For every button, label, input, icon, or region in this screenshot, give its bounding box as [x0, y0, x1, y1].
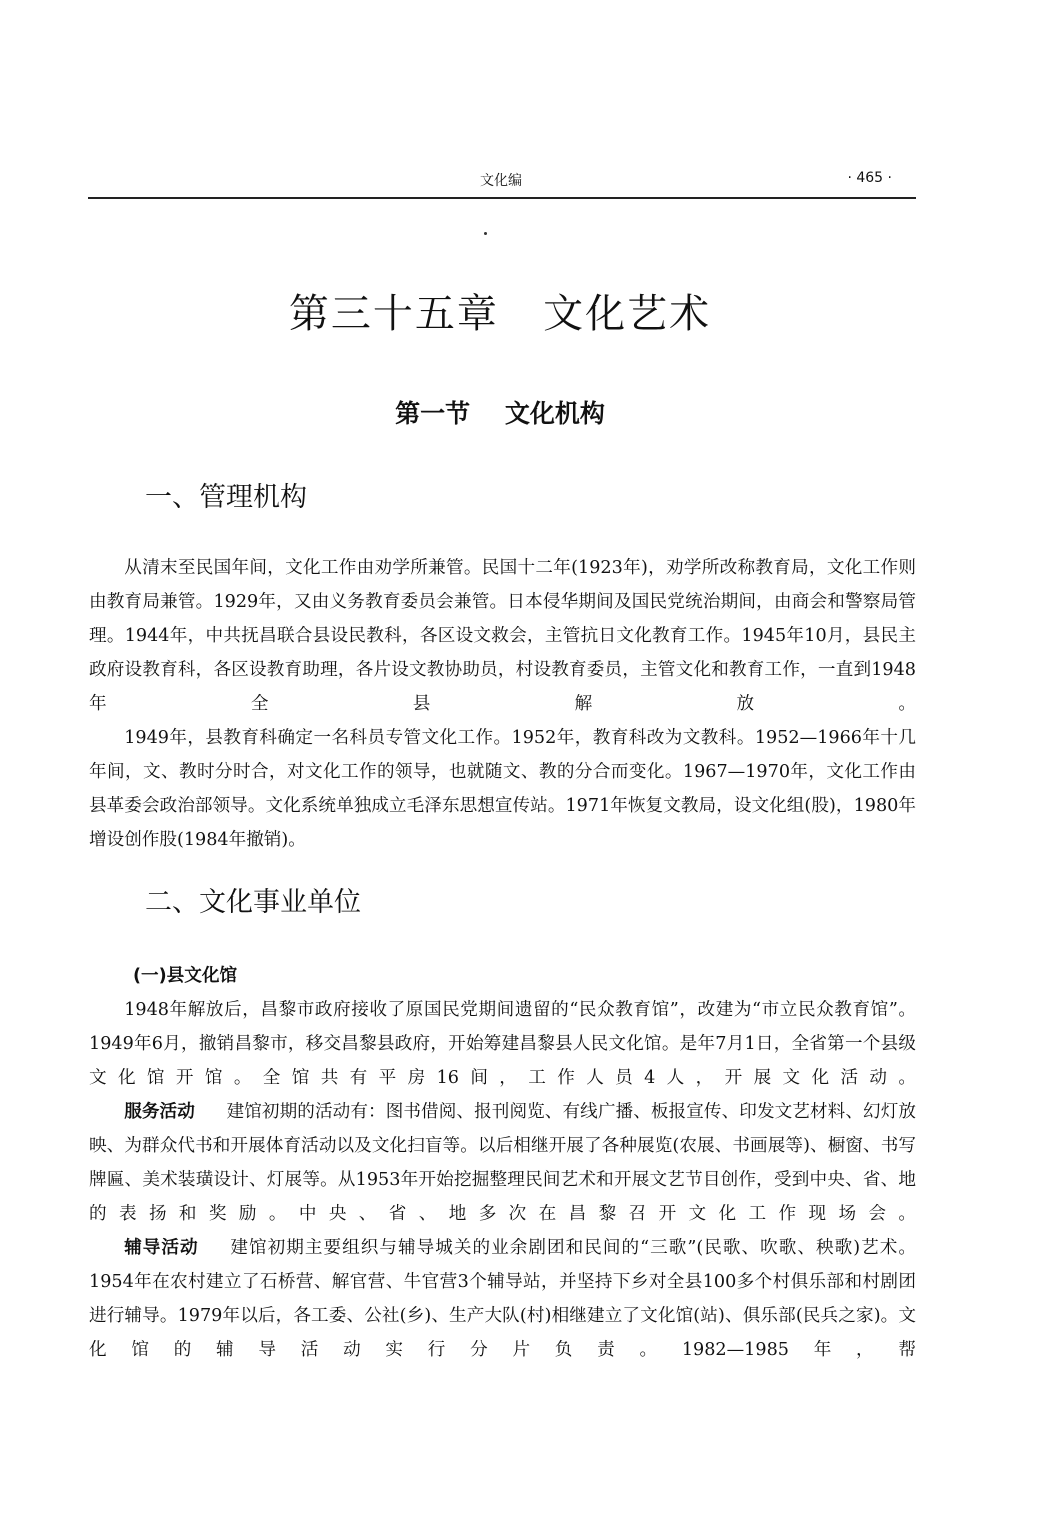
- paragraph-service: [89, 1095, 916, 1231]
- paragraph-guidance: [89, 1231, 916, 1367]
- item-heading: [89, 959, 916, 993]
- item-heading-text: (一)县文化馆: [133, 966, 238, 986]
- guidance-text: 建馆初期主要组织与辅导城关的业余剧团和民间的“三歌”(民歌、吹歌、秧歌)艺术。1954年在农村建立了石桥营、解官营、牛官营3个辅导站，并坚持下乡对全县100多个村俱乐部和村剧团进行辅导。1979年以后，各工委、公社(乡)、生产大队(村)相继建立了文化馆(站)、俱乐部(民兵之家)。文化馆的辅导活动实行分片负责。1982—1985年，帮: [89, 1238, 916, 1360]
- service-text: 建馆初期的活动有：图书借阅、报刊阅览、有线广播、板报宣传、印发文艺材料、幻灯放映、为群众代书和开展体育活动以及文化扫盲等。以后相继开展了各种展览(农展、书画展等)、橱窗、书写牌匾、美术装璜设计、灯展等。从1953年开始挖掘整理民间艺术和开展文艺节目创作，受到中央、省、地的表扬和奖励。中央、省、地多次在昌黎召开文化工作现场会。: [89, 1102, 916, 1224]
- paragraph: 从清末至民国年间，文化工作由劝学所兼管。民国十二年(1923年)，劝学所改称教育局，文化工作则由教育局兼管。1929年，又由义务教育委员会兼管。日本侵华期间及国民党统治期间，由商会和警察局管理。1944年，中共抚昌联合县设民教科，各区设文救会，主管抗日文化教育工作。1945年10月，县民主政府设教育科，各区设教育助理，各片设文教协助员，村设教育委员，主管文化和教育工作，一直到1948年全县解放。: [89, 558, 916, 714]
- running-header: [88, 168, 914, 194]
- running-header-title: 文化编: [480, 173, 522, 189]
- page-number: · 465 ·: [847, 170, 892, 186]
- guidance-lead: 辅导活动: [124, 1238, 199, 1258]
- service-lead: 服务活动: [124, 1102, 195, 1122]
- paragraph: 1948年解放后，昌黎市政府接收了原国民党期间遗留的“民众教育馆”，改建为“市立民众教育馆”。1949年6月，撤销昌黎市，移交昌黎县政府，开始筹建昌黎县人民文化馆。是年7月1日，全省第一个县级文化馆开馆。全馆共有平房16间，工作人员4人，开展文化活动。: [89, 1000, 916, 1088]
- header-rule: [88, 197, 916, 199]
- management-body: [89, 551, 916, 857]
- chapter-title: 第三十五章 文化艺术: [288, 291, 712, 337]
- scan-speck: [484, 232, 487, 235]
- institutions-body: [89, 959, 916, 1367]
- section-title: 第一节 文化机构: [395, 399, 605, 428]
- subsection-heading-institutions: 二、文化事业单位: [145, 887, 361, 918]
- subsection-heading-management: 一、管理机构: [145, 482, 307, 513]
- paragraph: 1949年，县教育科确定一名科员专管文化工作。1952年，教育科改为文教科。1952—1966年十几年间，文、教时分时合，对文化工作的领导，也就随文、教的分合而变化。1967—1970年，文化工作由县革委会政治部领导。文化系统单独成立毛泽东思想宣传站。1971年恢复文教局，设文化组(股)，1980年增设创作股(1984年撤销)。: [89, 728, 916, 850]
